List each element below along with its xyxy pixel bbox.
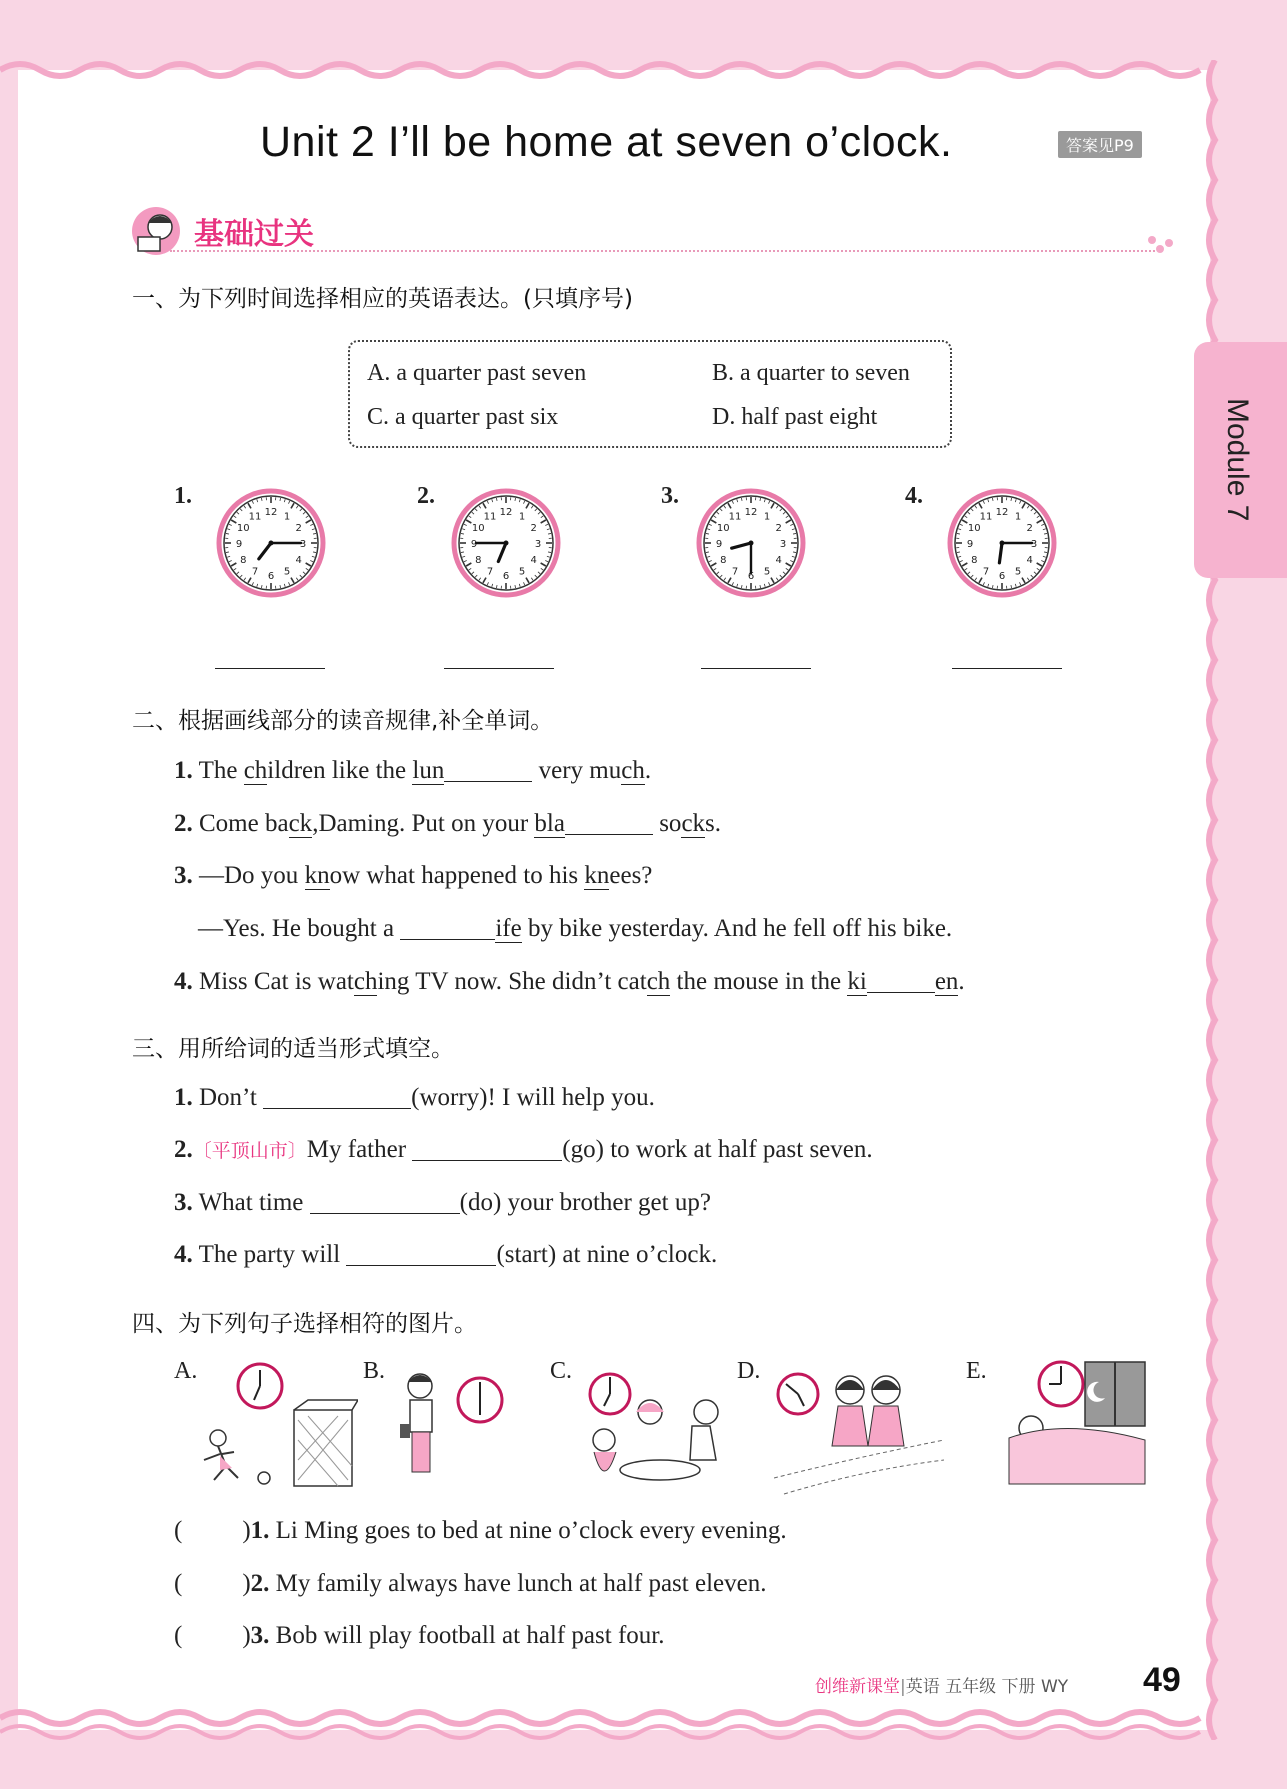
q3-line-3: 3. What time (do) your brother get up?	[174, 1189, 711, 1216]
dial-number: 1	[1014, 511, 1022, 523]
clock-face	[216, 488, 326, 598]
option-c: C. a quarter past six	[367, 404, 559, 430]
option-d: D. half past eight	[712, 404, 878, 430]
option-a: A. a quarter past seven	[367, 360, 587, 386]
dial-number: 10	[236, 523, 250, 534]
clock-number-1: 1.	[174, 483, 192, 509]
dial-number: 9	[470, 539, 478, 550]
picture-letter-a: A.	[174, 1358, 198, 1384]
sleeping-picture	[1005, 1358, 1150, 1488]
dial-number: 9	[715, 539, 723, 550]
dial-number: 4	[530, 555, 537, 566]
dial-number: 11	[248, 511, 262, 523]
dial-number: 6	[267, 571, 275, 582]
q2-line-1: 1. The children like the lun very much.	[174, 757, 652, 784]
dial-number: 6	[998, 571, 1006, 582]
clock-number-4: 4.	[905, 483, 923, 509]
section-title: 基础过关	[194, 217, 314, 252]
dial-number: 9	[235, 539, 243, 550]
dial-number: 6	[747, 571, 755, 582]
dial-number: 5	[1014, 566, 1022, 578]
q2-line-2: 2. Come back,Daming. Put on your bla socks.	[174, 810, 722, 837]
dial-number: 3	[299, 539, 307, 550]
dial-number: 3	[1030, 539, 1038, 550]
dial-number: 1	[283, 511, 291, 523]
picture-letter-d: D.	[737, 1358, 761, 1384]
dial-number: 7	[486, 566, 494, 578]
options-box	[348, 340, 952, 448]
clock-face	[696, 488, 806, 598]
dial-number: 4	[295, 555, 302, 566]
dial-number: 12	[995, 507, 1009, 518]
answer-blank-2[interactable]	[444, 668, 554, 669]
dial-number: 12	[264, 507, 278, 518]
answer-blank-4[interactable]	[952, 668, 1062, 669]
clock-face	[947, 488, 1057, 598]
dial-number: 6	[502, 571, 510, 582]
q3-line-2: 2.〔平顶山市〕My father (go) to work at half past seven.	[174, 1136, 873, 1163]
publisher-brand: 创维新课堂	[815, 1677, 900, 1697]
dial-number: 5	[763, 566, 771, 578]
dial-number: 2	[775, 523, 782, 534]
dial-number: 11	[728, 511, 742, 523]
dial-number: 12	[499, 507, 513, 518]
fill-blank[interactable]	[346, 1240, 496, 1266]
fill-blank[interactable]	[867, 967, 935, 993]
top-wave-border	[0, 58, 1287, 80]
answer-blank-3[interactable]	[701, 668, 811, 669]
dial-number: 8	[971, 555, 978, 566]
module-tab-label: Module 7	[1221, 398, 1254, 522]
dial-number: 10	[716, 523, 730, 534]
module-side-tab	[1194, 342, 1287, 578]
dial-number: 11	[979, 511, 993, 523]
q4-sentence-3: ( )3. Bob will play football at half past four.	[174, 1622, 665, 1649]
q2-line-3: 3. —Do you know what happened to his knees?	[174, 862, 653, 889]
answer-reference-tag: 答案见P9	[1058, 131, 1142, 158]
clock-face	[451, 488, 561, 598]
q4-sentence-2: ( )2. My family always have lunch at half past eleven.	[174, 1570, 767, 1597]
divider-dots-icon	[1147, 234, 1177, 254]
dial-number: 8	[475, 555, 482, 566]
dial-number: 4	[775, 555, 782, 566]
dial-number: 2	[295, 523, 302, 534]
answer-slot[interactable]	[182, 1621, 242, 1647]
right-wave-border	[1200, 60, 1230, 1740]
dial-number: 8	[240, 555, 247, 566]
q3-line-4: 4. The party will (start) at nine o’clock.	[174, 1241, 718, 1268]
q3-heading: 三、用所给词的适当形式填空。	[132, 1036, 454, 1062]
q2-line-3b: —Yes. He bought a ife by bike yesterday. And he fell off his bike.	[198, 915, 953, 942]
option-b: B. a quarter to seven	[712, 360, 910, 386]
dial-number: 4	[1026, 555, 1033, 566]
fill-blank[interactable]	[444, 756, 532, 782]
answer-blank-1[interactable]	[215, 668, 325, 669]
dial-number: 3	[779, 539, 787, 550]
q3-line-1: 1. Don’t (worry)! I will help you.	[174, 1084, 655, 1111]
fill-blank[interactable]	[310, 1188, 460, 1214]
dial-number: 2	[530, 523, 537, 534]
dial-number: 10	[471, 523, 485, 534]
dial-number: 12	[744, 507, 758, 518]
dial-number: 3	[534, 539, 542, 550]
answer-slot[interactable]	[182, 1516, 242, 1542]
dial-number: 10	[967, 523, 981, 534]
section-divider	[170, 250, 1155, 252]
answer-slot[interactable]	[182, 1569, 242, 1595]
clock-number-2: 2.	[417, 483, 435, 509]
q2-heading: 二、根据画线部分的读音规律,补全单词。	[132, 708, 554, 734]
fill-blank[interactable]	[412, 1135, 562, 1161]
dial-number: 9	[966, 539, 974, 550]
family-lunch-picture	[580, 1360, 740, 1495]
page-number: 49	[1143, 1661, 1181, 1699]
dial-number: 5	[518, 566, 526, 578]
picture-letter-b: B.	[363, 1358, 386, 1384]
q4-sentence-1: ( )1. Li Ming goes to bed at nine o’clock every evening.	[174, 1517, 787, 1544]
dial-number: 5	[283, 566, 291, 578]
dial-number: 1	[763, 511, 771, 523]
girls-walking-picture	[774, 1360, 944, 1500]
dial-number: 11	[483, 511, 497, 523]
dial-number: 8	[720, 555, 727, 566]
boy-clock-picture	[398, 1360, 513, 1490]
fill-blank[interactable]	[565, 809, 653, 835]
q4-heading: 四、为下列句子选择相符的图片。	[132, 1311, 477, 1337]
fill-blank[interactable]	[263, 1083, 411, 1109]
dial-number: 7	[982, 566, 990, 578]
dial-number: 7	[731, 566, 739, 578]
picture-letter-c: C.	[550, 1358, 573, 1384]
bottom-wave-border	[0, 1702, 1287, 1742]
footer-info: 创维新课堂|英语 五年级 下册 WY	[815, 1677, 1069, 1697]
picture-letter-e: E.	[966, 1358, 987, 1384]
football-picture	[198, 1360, 358, 1490]
city-tag: 〔平顶山市〕	[192, 1140, 307, 1162]
dial-number: 2	[1026, 523, 1033, 534]
dial-number: 7	[251, 566, 259, 578]
unit-title: Unit 2 I’ll be home at seven o’clock.	[260, 118, 953, 166]
fill-blank[interactable]	[400, 914, 495, 940]
clock-number-3: 3.	[661, 483, 679, 509]
q1-heading: 一、为下列时间选择相应的英语表达。(只填序号)	[132, 286, 633, 312]
q2-line-4: 4. Miss Cat is watching TV now. She didn’t catch the mouse in the ki en.	[174, 968, 965, 995]
dial-number: 1	[518, 511, 526, 523]
